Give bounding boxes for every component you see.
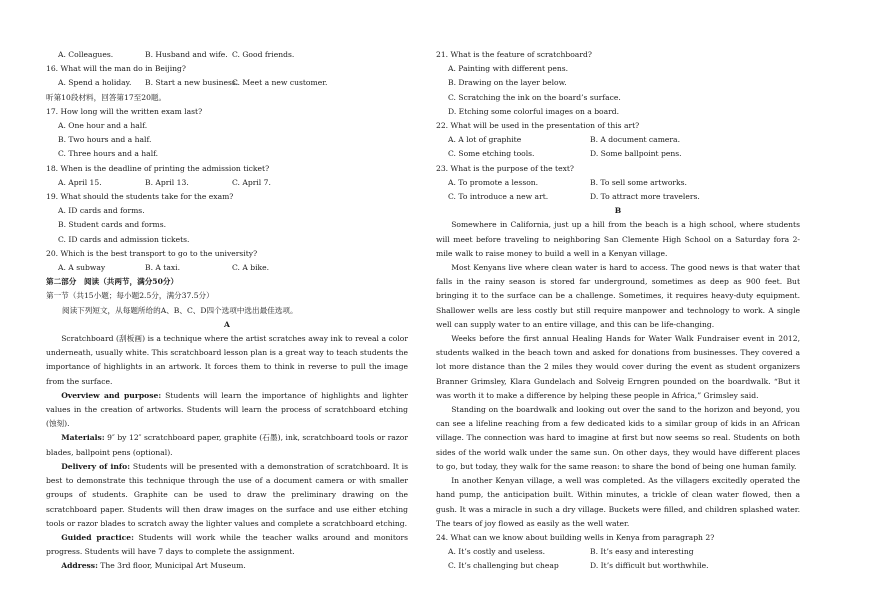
q24-question: 24. What can we know about building wells in Kenya from paragraph 2? xyxy=(436,532,715,542)
paragraph-label: Delivery of info: xyxy=(61,461,131,471)
left-column xyxy=(46,48,408,574)
option: A. Spend a holiday. xyxy=(58,78,132,88)
option: B. April 13. xyxy=(145,177,189,187)
paragraph-label: Materials: xyxy=(61,433,105,443)
q20-options xyxy=(46,261,408,275)
option: C. Good friends. xyxy=(232,50,295,59)
option: A. A subway xyxy=(58,263,106,273)
paragraph-label: Overview and purpose: xyxy=(61,390,162,400)
option: A. Painting with different pens. xyxy=(448,64,569,74)
option: C. Some etching tools. xyxy=(448,149,535,159)
q23-options-row xyxy=(436,176,800,190)
option: A. ID cards and forms. xyxy=(58,206,145,216)
option: B. A taxi. xyxy=(145,263,181,273)
option: B. To sell some artworks. xyxy=(590,177,687,187)
paragraph-label: Address: xyxy=(61,561,98,571)
passage-b-paragraph: Somewhere in California, just up a hill from the beach is a high school, where students will meet before traveling to neighboring San Clemente High School on a Saturday fora 2-mile walk to raise money to build a well in a Kenyan village. xyxy=(436,220,800,258)
passage-a-paragraph: Address: The 3rd floor, Municipal Art Museum. xyxy=(61,561,246,571)
q19-question: 19. What should the students take for the exam? xyxy=(46,192,234,202)
option: D. Etching some colorful images on a board. xyxy=(448,106,620,116)
paragraph-label: Guided practice: xyxy=(61,532,134,542)
reading-instruction: 阅读下列短文，从每题所给的A、B、C、D四个选项中选出最佳选项。 xyxy=(62,305,298,315)
part2-heading: 第二部分 阅读（共两节，满分50分） xyxy=(46,277,179,287)
option: C. To introduce a new art. xyxy=(448,192,549,202)
option: C. Scratching the ink on the board’s surface. xyxy=(448,92,621,102)
q16-options xyxy=(46,76,408,90)
passage-a-paragraph: Overview and purpose: Students will learn the importance of highlights and lighter values in the creation of artworks. Students will learn the process of scratchboard etching (蚀刻). xyxy=(46,390,408,429)
option: A. To promote a lesson. xyxy=(448,177,539,187)
option: B. Two hours and a half. xyxy=(58,135,152,145)
q24-options-row xyxy=(436,545,800,559)
option: B. A document camera. xyxy=(590,135,680,145)
passage-b-paragraph: Most Kenyans live where clean water is hard to access. The good news is that water that falls in the rainy season is stored far underground, sometimes as deep as 900 feet. But bringing it to the surface can be a challenge. Sometimes, it requires heavy-duty equipment. Shallower wells are less costly but still require manpower and technology to work. A single well can supply water to an entire village, and this can be life-changing. xyxy=(436,263,800,329)
option: B. Student cards and forms. xyxy=(58,220,167,230)
option: A. April 15. xyxy=(58,177,102,187)
option: D. To attract more travelers. xyxy=(590,192,700,202)
section1-heading: 第一节（共15小题；每小题2.5分，满分37.5分） xyxy=(46,291,214,301)
option: B. Drawing on the layer below. xyxy=(448,78,567,88)
q20-question: 20. Which is the best transport to go to the university? xyxy=(46,248,258,258)
q15-options xyxy=(46,48,408,62)
passage-b-label: B xyxy=(614,206,622,216)
passage-a-paragraph: Scratchboard (刮板画) is a technique where the artist scratches away ink to reveal a color underneath, usually white. This scratchboard lesson plan is a great way to teach students the importance of highlights in an artwork. It forces them to think in reverse to pull the image from the surface. xyxy=(46,334,408,386)
q17-question: 17. How long will the written exam last? xyxy=(46,106,203,116)
passage-b-paragraph: Standing on the boardwalk and looking out over the sand to the horizon and beyond, you can see a lifeline reaching from a few dedicated kids to a similar group of kids in an African village. The connection was hard to imagine at first but now seems so real. Students on both sides of the world walk under the same sun. On other days, they would have different places to go, but today, they walk for the same reason: to share the bond of being one human family. xyxy=(436,405,800,471)
q22-options-row xyxy=(436,133,800,147)
passage-b-paragraph: In another Kenyan village, a well was completed. As the villagers excitedly operated the hand pump, the anticipation built. Within minutes, a trickle of clean water flowed, then a gush. It was a miracle in such a dry village. Buckets were filled, and children splashed water. The tears of joy flowed as easily as the well water. xyxy=(436,476,800,528)
q18-question: 18. When is the deadline of printing the admission ticket? xyxy=(46,163,270,173)
q23-question: 23. What is the purpose of the text? xyxy=(436,163,574,173)
option: D. Some ballpoint pens. xyxy=(590,149,682,159)
q21-question: 21. What is the feature of scratchboard? xyxy=(436,50,592,59)
option: B. It’s easy and interesting xyxy=(590,547,694,557)
option: C. Meet a new customer. xyxy=(232,78,328,88)
q16-question: 16. What will the man do in Beijing? xyxy=(46,64,186,74)
option: C. Three hours and a half. xyxy=(58,149,159,159)
option: A. A lot of graphite xyxy=(448,135,522,145)
q18-options xyxy=(46,176,408,190)
option: A. Colleagues. xyxy=(58,50,114,59)
listening-instruction: 听第10段材料，回答第17至20题。 xyxy=(46,92,167,102)
option: B. Start a new business. xyxy=(145,78,239,88)
option: C. A bike. xyxy=(232,263,270,273)
q22-question: 22. What will be used in the presentation of this art? xyxy=(436,121,640,131)
option: D. It’s difficult but worthwhile. xyxy=(590,561,709,571)
option: C. ID cards and admission tickets. xyxy=(58,234,190,244)
option: C. April 7. xyxy=(232,177,271,187)
passage-a-paragraph: Delivery of info: Students will be presented with a demonstration of scratchboard. It is best to demonstrate this technique through the use of a document camera or with smaller groups of students. Graphite can be used to draw the preliminary drawing on the scratchboard paper. Students will then draw images on the surface and use either etching tools or razor blades to scratch away the lighter values and complete a scratchboard etching. xyxy=(46,461,408,528)
option: A. One hour and a half. xyxy=(58,121,148,131)
q24-options-row xyxy=(436,559,800,573)
passage-a-paragraph: Materials: 9″ by 12″ scratchboard paper, graphite (石墨), ink, scratchboard tools or razor blades, ballpoint pens (optional). xyxy=(46,433,408,457)
option: C. It’s challenging but cheap xyxy=(448,561,559,571)
q22-options-row xyxy=(436,147,800,161)
passage-b-paragraph: Weeks before the first annual Healing Hands for Water Walk Fundraiser event in 2012, students walked in the beach town and asked for donations from businesses. They covered a lot more distance than the 2 miles they would cover during the event as student organizers Branner Grimsley, Klara Gundelach and Solveig Erngren pounded on the boardwalk. “But it was worth it to make a difference by helping these people in Africa,” Grimsley said. xyxy=(436,334,800,400)
q23-options-row xyxy=(436,190,800,204)
passage-a-label: A xyxy=(224,319,230,329)
option: A. It’s costly and useless. xyxy=(448,547,546,557)
passage-a-paragraph: Guided practice: Students will work while the teacher walks around and monitors progress. Students will have 7 days to complete the assignment. xyxy=(46,532,408,557)
right-column xyxy=(436,48,800,574)
option: B. Husband and wife. xyxy=(145,50,228,59)
